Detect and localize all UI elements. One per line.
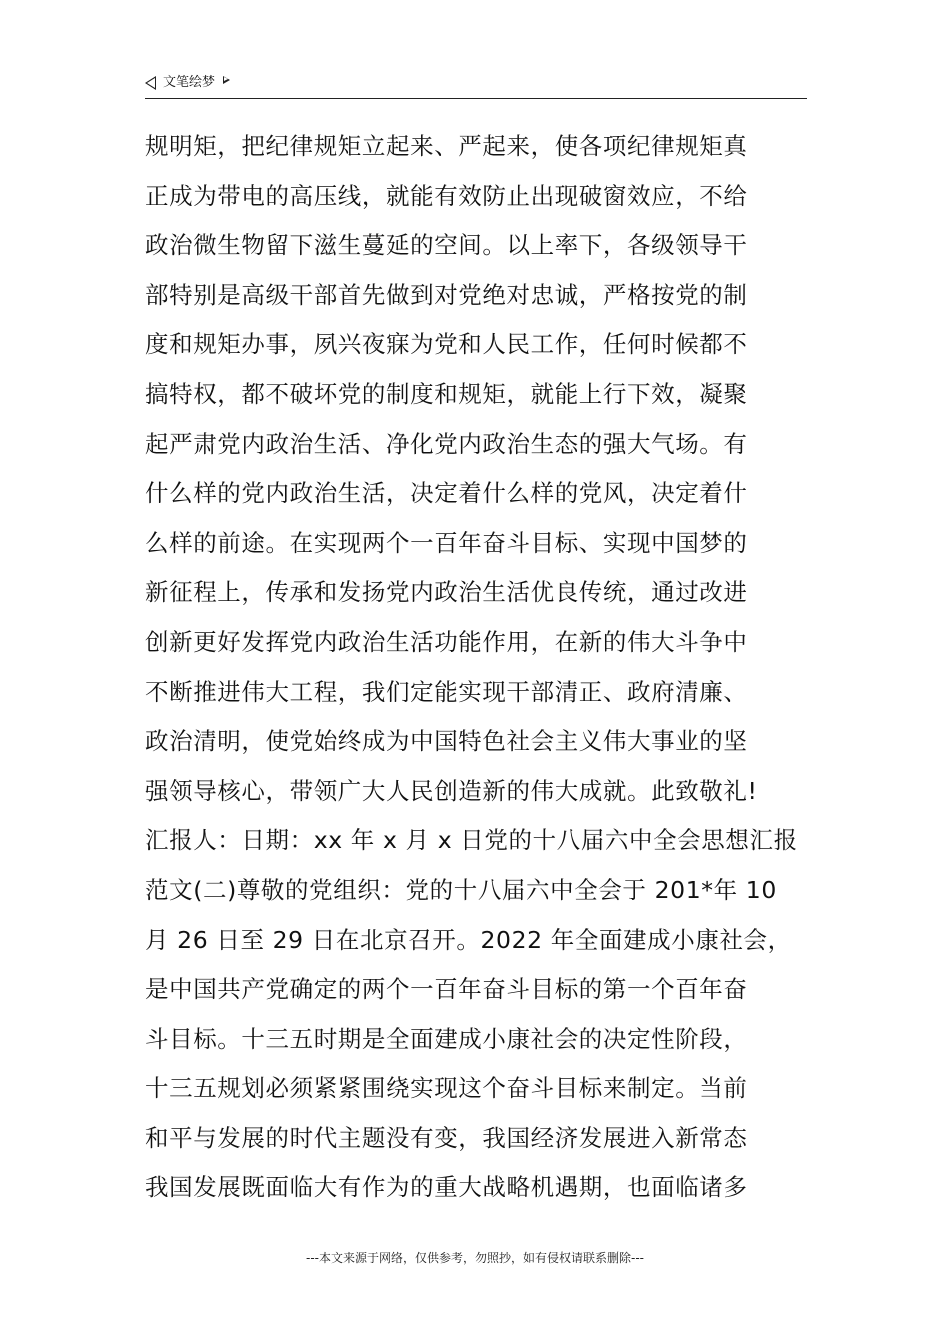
body-line: 政治微生物留下滋生蔓延的空间。以上率下，各级领导干 xyxy=(145,231,748,260)
footer-notice: ---本文来源于网络，仅供参考，勿照抄，如有侵权请联系删除--- xyxy=(306,1251,644,1265)
body-line: 不断推进伟大工程，我们定能实现干部清正、政府清廉、 xyxy=(145,677,748,706)
body-line: 强领导核心，带领广大人民创造新的伟大成就。此致敬礼! xyxy=(145,776,758,805)
body-line: 部特别是高级干部首先做到对党绝对忠诚，严格按党的制 xyxy=(145,280,748,309)
body-line: 新征程上，传承和发扬党内政治生活优良传统，通过改进 xyxy=(145,578,748,607)
triangle-left-icon xyxy=(145,76,156,90)
header-brand xyxy=(145,74,230,92)
page-header xyxy=(145,72,807,99)
body-line: 度和规矩办事，夙兴夜寐为党和人民工作，任何时候都不 xyxy=(145,330,748,359)
body-line: 汇报人：日期：xx 年 x 月 x 日党的十八届六中全会思想汇报 xyxy=(145,826,798,855)
body-line: 和平与发展的时代主题没有变，我国经济发展进入新常态 xyxy=(145,1123,748,1152)
body-line: 斗目标。十三五时期是全面建成小康社会的决定性阶段， xyxy=(145,1024,748,1053)
body-line: 十三五规划必须紧紧围绕实现这个奋斗目标来制定。当前 xyxy=(145,1074,748,1103)
document-body xyxy=(145,122,807,1213)
body-line: 政治清明，使党始终成为中国特色社会主义伟大事业的坚 xyxy=(145,727,748,756)
body-line: 规明矩，把纪律规矩立起来、严起来，使各项纪律规矩真 xyxy=(145,132,748,160)
triangle-right-icon xyxy=(223,76,230,84)
body-line: 是中国共产党确定的两个一百年奋斗目标的第一个百年奋 xyxy=(145,975,748,1004)
body-line: 搞特权，都不破坏党的制度和规矩，就能上行下效，凝聚 xyxy=(145,379,748,408)
body-line: 月 26 日至 29 日在北京召开。2022 年全面建成小康社会， xyxy=(145,925,792,954)
body-line: 正成为带电的高压线，就能有效防止出现破窗效应，不给 xyxy=(145,181,748,210)
body-line: 范文(二)尊敬的党组织：党的十八届六中全会于 201*年 10 xyxy=(145,875,777,904)
brand-label: 文笔绘梦 xyxy=(163,75,216,90)
body-line: 什么样的党内政治生活，决定着什么样的党风，决定着什 xyxy=(145,479,748,508)
body-line: 么样的前途。在实现两个一百年奋斗目标、实现中国梦的 xyxy=(145,528,748,557)
body-line: 创新更好发挥党内政治生活功能作用，在新的伟大斗争中 xyxy=(145,627,748,656)
body-line: 我国发展既面临大有作为的重大战略机遇期，也面临诸多 xyxy=(145,1173,748,1202)
body-line: 起严肃党内政治生活、净化党内政治生态的强大气场。有 xyxy=(145,429,748,458)
